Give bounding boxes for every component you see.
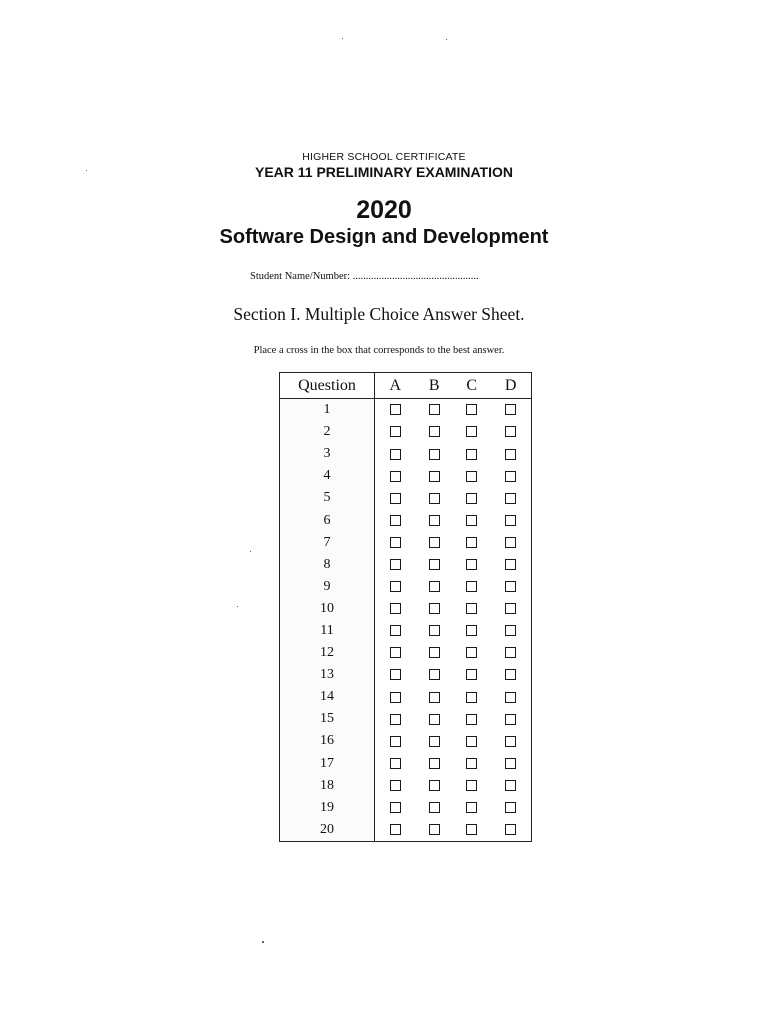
answer-cell-c xyxy=(453,686,490,708)
answer-cell-b xyxy=(416,797,453,819)
answer-cell-a xyxy=(375,708,416,730)
answer-checkbox-d[interactable] xyxy=(505,449,516,460)
question-number: 15 xyxy=(280,708,375,730)
instruction-text: Place a cross in the box that corresponds to the best answer. xyxy=(253,345,505,356)
answer-cell-a xyxy=(375,775,416,797)
question-number: 13 xyxy=(280,664,375,686)
answer-cell-b xyxy=(416,620,453,642)
answer-cell-a xyxy=(375,797,416,819)
answer-checkbox-a[interactable] xyxy=(390,736,401,747)
answer-checkbox-d[interactable] xyxy=(505,802,516,813)
answer-cell-b xyxy=(416,819,453,842)
answer-checkbox-b[interactable] xyxy=(429,426,440,437)
answer-cell-d xyxy=(490,730,531,752)
answer-cell-a xyxy=(375,664,416,686)
answer-cell-d xyxy=(490,753,531,775)
answer-checkbox-a[interactable] xyxy=(390,471,401,482)
answer-cell-b xyxy=(416,399,453,422)
answer-checkbox-d[interactable] xyxy=(505,493,516,504)
answer-row xyxy=(280,753,532,775)
answer-checkbox-a[interactable] xyxy=(390,603,401,614)
answer-checkbox-a[interactable] xyxy=(390,449,401,460)
answer-cell-d xyxy=(490,487,531,509)
answer-cell-a xyxy=(375,399,416,422)
question-number: 5 xyxy=(280,487,375,509)
answer-cell-b xyxy=(416,598,453,620)
answer-cell-b xyxy=(416,664,453,686)
answer-checkbox-d[interactable] xyxy=(505,537,516,548)
answer-checkbox-c[interactable] xyxy=(466,559,477,570)
answer-cell-d xyxy=(490,708,531,730)
answer-checkbox-a[interactable] xyxy=(390,581,401,592)
answer-cell-c xyxy=(453,399,490,422)
answer-checkbox-c[interactable] xyxy=(466,692,477,703)
answer-cell-c xyxy=(453,775,490,797)
answer-row xyxy=(280,421,532,443)
answer-cell-a xyxy=(375,421,416,443)
answer-checkbox-a[interactable] xyxy=(390,493,401,504)
answer-row xyxy=(280,509,532,531)
answer-cell-c xyxy=(453,797,490,819)
answer-checkbox-b[interactable] xyxy=(429,802,440,813)
answer-cell-d xyxy=(490,509,531,531)
question-number: 16 xyxy=(280,730,375,752)
answer-cell-c xyxy=(453,554,490,576)
answer-checkbox-d[interactable] xyxy=(505,692,516,703)
answer-checkbox-b[interactable] xyxy=(429,471,440,482)
answer-checkbox-b[interactable] xyxy=(429,758,440,769)
answer-cell-b xyxy=(416,708,453,730)
answer-cell-c xyxy=(453,664,490,686)
answer-row xyxy=(280,775,532,797)
answer-checkbox-b[interactable] xyxy=(429,824,440,835)
answer-row xyxy=(280,730,532,752)
exam-title: YEAR 11 PRELIMINARY EXAMINATION xyxy=(254,164,513,180)
answer-checkbox-c[interactable] xyxy=(466,426,477,437)
answer-cell-b xyxy=(416,554,453,576)
answer-cell-c xyxy=(453,753,490,775)
answer-checkbox-c[interactable] xyxy=(466,736,477,747)
answer-cell-b xyxy=(416,775,453,797)
answer-cell-a xyxy=(375,686,416,708)
question-column-header: Question xyxy=(280,373,375,399)
answer-cell-b xyxy=(416,421,453,443)
answer-checkbox-d[interactable] xyxy=(505,758,516,769)
option-header-b: B xyxy=(416,373,453,399)
answer-row xyxy=(280,708,532,730)
answer-cell-c xyxy=(453,598,490,620)
answer-checkbox-b[interactable] xyxy=(429,669,440,680)
answer-cell-d xyxy=(490,686,531,708)
question-number: 17 xyxy=(280,753,375,775)
option-header-d: D xyxy=(490,373,531,399)
answer-checkbox-c[interactable] xyxy=(466,537,477,548)
answer-checkbox-d[interactable] xyxy=(505,404,516,415)
question-number: 8 xyxy=(280,554,375,576)
question-number: 7 xyxy=(280,532,375,554)
answer-cell-a xyxy=(375,576,416,598)
answer-checkbox-a[interactable] xyxy=(390,669,401,680)
answer-cell-a xyxy=(375,753,416,775)
answer-checkbox-b[interactable] xyxy=(429,780,440,791)
answer-cell-b xyxy=(416,753,453,775)
certificate-heading: HIGHER SCHOOL CERTIFICATE xyxy=(302,151,466,163)
answer-checkbox-d[interactable] xyxy=(505,426,516,437)
question-number: 1 xyxy=(280,399,375,422)
answer-cell-b xyxy=(416,465,453,487)
answer-checkbox-b[interactable] xyxy=(429,647,440,658)
answer-checkbox-a[interactable] xyxy=(390,625,401,636)
answer-checkbox-c[interactable] xyxy=(466,669,477,680)
answer-row xyxy=(280,554,532,576)
answer-row xyxy=(280,487,532,509)
answer-cell-d xyxy=(490,576,531,598)
answer-checkbox-c[interactable] xyxy=(466,625,477,636)
answer-checkbox-d[interactable] xyxy=(505,515,516,526)
answer-checkbox-c[interactable] xyxy=(466,714,477,725)
answer-cell-d xyxy=(490,598,531,620)
answer-cell-c xyxy=(453,642,490,664)
answer-checkbox-b[interactable] xyxy=(429,404,440,415)
answer-checkbox-d[interactable] xyxy=(505,603,516,614)
answer-cell-a xyxy=(375,598,416,620)
answer-checkbox-b[interactable] xyxy=(429,692,440,703)
answer-row xyxy=(280,465,532,487)
answer-row xyxy=(280,642,532,664)
answer-checkbox-d[interactable] xyxy=(505,736,516,747)
question-number: 6 xyxy=(280,509,375,531)
answer-checkbox-a[interactable] xyxy=(390,426,401,437)
option-header-c: C xyxy=(453,373,490,399)
answer-row xyxy=(280,443,532,465)
answer-checkbox-c[interactable] xyxy=(466,471,477,482)
question-number: 9 xyxy=(280,576,375,598)
question-number: 3 xyxy=(280,443,375,465)
answer-cell-b xyxy=(416,532,453,554)
answer-cell-d xyxy=(490,819,531,842)
answer-checkbox-c[interactable] xyxy=(466,824,477,835)
question-number: 4 xyxy=(280,465,375,487)
answer-table xyxy=(279,372,532,842)
answer-cell-a xyxy=(375,819,416,842)
answer-cell-d xyxy=(490,421,531,443)
scan-speck xyxy=(237,606,238,607)
answer-checkbox-b[interactable] xyxy=(429,493,440,504)
answer-row xyxy=(280,532,532,554)
answer-checkbox-c[interactable] xyxy=(466,780,477,791)
answer-cell-c xyxy=(453,708,490,730)
answer-checkbox-d[interactable] xyxy=(505,559,516,570)
answer-cell-c xyxy=(453,819,490,842)
answer-cell-c xyxy=(453,509,490,531)
answer-cell-c xyxy=(453,576,490,598)
answer-checkbox-a[interactable] xyxy=(390,802,401,813)
answer-cell-b xyxy=(416,487,453,509)
answer-row xyxy=(280,399,532,422)
answer-cell-c xyxy=(453,620,490,642)
answer-cell-a xyxy=(375,730,416,752)
section-title: Section I. Multiple Choice Answer Sheet. xyxy=(233,304,525,324)
answer-checkbox-c[interactable] xyxy=(466,404,477,415)
question-number: 20 xyxy=(280,819,375,842)
answer-cell-d xyxy=(490,642,531,664)
answer-cell-b xyxy=(416,642,453,664)
answer-checkbox-c[interactable] xyxy=(466,603,477,614)
answer-checkbox-b[interactable] xyxy=(429,714,440,725)
answer-checkbox-a[interactable] xyxy=(390,404,401,415)
scan-speck xyxy=(446,39,447,40)
answer-row xyxy=(280,686,532,708)
question-number: 18 xyxy=(280,775,375,797)
answer-row xyxy=(280,797,532,819)
question-number: 2 xyxy=(280,421,375,443)
answer-cell-c xyxy=(453,465,490,487)
answer-checkbox-b[interactable] xyxy=(429,603,440,614)
subject-title: Software Design and Development xyxy=(219,226,549,248)
answer-checkbox-a[interactable] xyxy=(390,692,401,703)
answer-row xyxy=(280,664,532,686)
scan-speck xyxy=(262,941,264,943)
answer-row xyxy=(280,819,532,842)
exam-year: 2020 xyxy=(356,196,412,224)
answer-checkbox-a[interactable] xyxy=(390,780,401,791)
answer-cell-c xyxy=(453,532,490,554)
answer-cell-c xyxy=(453,487,490,509)
answer-checkbox-b[interactable] xyxy=(429,515,440,526)
answer-checkbox-d[interactable] xyxy=(505,714,516,725)
answer-checkbox-c[interactable] xyxy=(466,515,477,526)
answer-checkbox-a[interactable] xyxy=(390,515,401,526)
question-number: 11 xyxy=(280,620,375,642)
answer-checkbox-d[interactable] xyxy=(505,625,516,636)
answer-cell-a xyxy=(375,554,416,576)
answer-cell-d xyxy=(490,465,531,487)
scan-speck xyxy=(86,170,87,171)
answer-cell-d xyxy=(490,775,531,797)
answer-checkbox-b[interactable] xyxy=(429,625,440,636)
scan-speck xyxy=(250,551,251,552)
answer-cell-a xyxy=(375,443,416,465)
answer-cell-d xyxy=(490,554,531,576)
answer-cell-a xyxy=(375,487,416,509)
answer-checkbox-a[interactable] xyxy=(390,537,401,548)
answer-row xyxy=(280,598,532,620)
answer-checkbox-d[interactable] xyxy=(505,647,516,658)
answer-checkbox-a[interactable] xyxy=(390,647,401,658)
answer-cell-c xyxy=(453,421,490,443)
answer-rows xyxy=(280,399,532,842)
answer-cell-a xyxy=(375,620,416,642)
answer-cell-d xyxy=(490,532,531,554)
answer-cell-c xyxy=(453,443,490,465)
answer-row xyxy=(280,576,532,598)
answer-checkbox-b[interactable] xyxy=(429,537,440,548)
answer-cell-b xyxy=(416,576,453,598)
answer-checkbox-d[interactable] xyxy=(505,669,516,680)
question-number: 19 xyxy=(280,797,375,819)
answer-cell-b xyxy=(416,686,453,708)
answer-checkbox-d[interactable] xyxy=(505,471,516,482)
answer-checkbox-c[interactable] xyxy=(466,493,477,504)
answer-cell-b xyxy=(416,730,453,752)
answer-checkbox-d[interactable] xyxy=(505,824,516,835)
answer-cell-b xyxy=(416,509,453,531)
answer-checkbox-c[interactable] xyxy=(466,758,477,769)
answer-cell-d xyxy=(490,620,531,642)
answer-checkbox-d[interactable] xyxy=(505,581,516,592)
answer-row xyxy=(280,620,532,642)
answer-checkbox-a[interactable] xyxy=(390,559,401,570)
answer-checkbox-c[interactable] xyxy=(466,647,477,658)
answer-checkbox-a[interactable] xyxy=(390,714,401,725)
answer-checkbox-c[interactable] xyxy=(466,581,477,592)
answer-cell-d xyxy=(490,399,531,422)
answer-checkbox-b[interactable] xyxy=(429,559,440,570)
answer-cell-a xyxy=(375,465,416,487)
answer-checkbox-d[interactable] xyxy=(505,780,516,791)
question-number: 14 xyxy=(280,686,375,708)
option-header-a: A xyxy=(375,373,416,399)
answer-cell-a xyxy=(375,532,416,554)
answer-checkbox-b[interactable] xyxy=(429,449,440,460)
answer-cell-b xyxy=(416,443,453,465)
answer-checkbox-c[interactable] xyxy=(466,449,477,460)
scan-speck xyxy=(342,38,343,39)
answer-cell-c xyxy=(453,730,490,752)
answer-checkbox-b[interactable] xyxy=(429,581,440,592)
answer-table-header xyxy=(280,373,532,399)
answer-cell-a xyxy=(375,642,416,664)
student-name-line[interactable]: Student Name/Number: ................................................ xyxy=(250,271,479,282)
question-number: 10 xyxy=(280,598,375,620)
question-number: 12 xyxy=(280,642,375,664)
answer-cell-d xyxy=(490,664,531,686)
answer-cell-a xyxy=(375,509,416,531)
answer-checkbox-a[interactable] xyxy=(390,758,401,769)
answer-cell-d xyxy=(490,443,531,465)
answer-checkbox-c[interactable] xyxy=(466,802,477,813)
answer-cell-d xyxy=(490,797,531,819)
answer-checkbox-b[interactable] xyxy=(429,736,440,747)
answer-checkbox-a[interactable] xyxy=(390,824,401,835)
